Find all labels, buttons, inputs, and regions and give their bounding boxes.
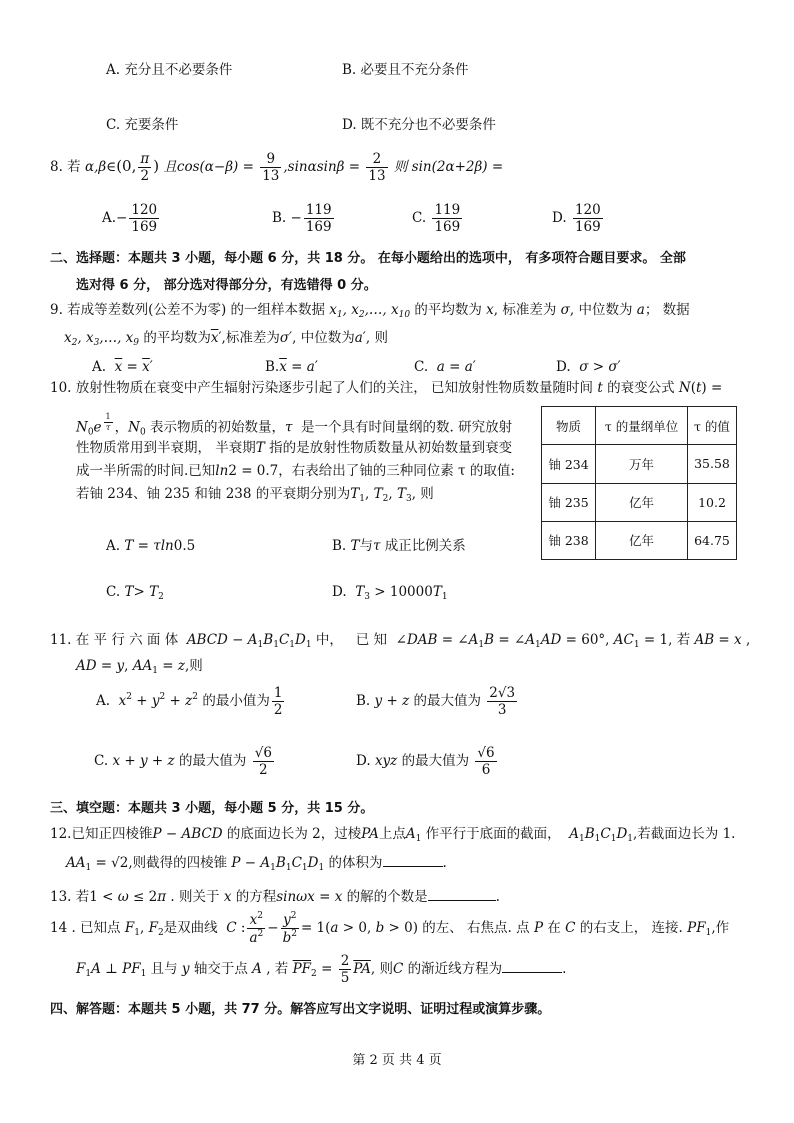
q11-option-d: D. xyz 的最大值为 $\frac{√6}{6}$ [356,745,495,779]
table-cell: 64.75 [687,521,736,559]
table-row [542,521,737,559]
q10-option-a: A. T = τln0.5 [106,538,196,554]
q13-answer-blank[interactable] [428,888,496,901]
q11-option-b: B. y + z 的最大值为 $\frac{2√3}{3}$ [356,685,516,719]
q10-line1: 10. 放射性物质在衰变中产生辐射污染逐步引起了人们的关注， 已知放射性物质数量随时间 t 的衰变公式 N(t) = [50,380,723,396]
q9-option-b: $B.\overline{x} = a'$ [265,359,318,375]
q10-option-c: C. $T> T_2$ [106,584,164,602]
table-cell: 铀 235 [542,483,596,521]
q14-line1: 14 . 已知点 $F_1$, $F_2$是双曲线 C : $\frac{x^2}{a^2}$ − $\frac{y^2}{b^2}$ = 1(a > 0, b > 0) 的左、 右焦点. 点 P 在 C 的右支上， 连接. $PF_1$,作 [50,911,730,947]
table-cell: 万年 [596,445,688,483]
q11-option-c: C. x + y + z 的最大值为 $\frac{√6}{2}$ [94,745,272,779]
section2-heading-line1: 二、选择题：本题共 3 小题，每小题 6 分，共 18 分。 在每小题给出的选项中， 有多项符合题目要求。 全部 [50,251,686,266]
q7-option-b: B. 必要且不充分条件 [342,62,469,78]
q7-option-c: C. 充要条件 [106,117,179,133]
q8-option-b: B. − $\frac{119}{169}$ [272,202,332,236]
table-cell: 10.2 [687,483,736,521]
q11-line1: 11. 在 平 行 六 面 体 ABCD − $A_1B_1C_1D_1$ 中， 已 知 ∠DAB = $\angle A_1B$ = $\angle A_1AD = 60^\circ$, $AC_1 = 1$, 若 AB = x , [50,632,751,650]
q13-line: 13. 若1 < ω ≤ 2π . 则关于 x 的方程sinωx = x 的解的个数是 . [50,889,500,905]
q8-stem: 8. 若 α,β∈(0, $\frac{\pi}{2}$ ) 且cos(α−β) = $\frac{9}{13}$ ,sinαsinβ = $\frac{2}{13}$ 则 sin(2α+2β) = [50,151,504,185]
isotope-table [541,406,737,560]
q10-option-d: D. $T_3 > 10000T_1$ [332,584,448,602]
q9-line2: $x_2$, $x_3,\dots$, $x_9$ 的平均数为$\overline{x}'$,标准差为σ′, 中位数为a′, 则 [64,330,388,348]
q9-option-d: D. σ > σ′ [556,359,621,375]
q12-answer-blank[interactable] [383,854,443,867]
table-cell: 35.58 [687,445,736,483]
table-row [542,445,737,483]
table-cell: 铀 238 [542,521,596,559]
q12-line2: $AA_1 = √2$,则截得的四棱锥 $P - A_1B_1C_1D_1$ 的体积为 . [66,855,447,873]
section3-heading: 三、填空题：本题共 3 小题，每小题 5 分，共 15 分。 [50,801,374,816]
q11-line2: AD = y, $AA_1 = z$,则 [76,658,203,676]
q7-option-a: A. 充分且不必要条件 [106,62,233,78]
table-header-cell: 物质 [542,407,596,445]
q14-answer-blank[interactable] [502,960,562,973]
table-cell: 亿年 [596,483,688,521]
q14-line2: $F_1A$ ⊥ $PF_1$ 且与 y 轴交于点 A , 若 $\overline{PF}_2$ = $\frac{2}{5}$ $\overline{PA}$, 则C 的渐近线方程为 . [76,953,567,987]
table-header-cell: τ 的值 [687,407,736,445]
q9-line1: 9. 若成等差数列(公差不为零) 的一组样本数据 $x_1$, $x_2,\dots$, $x_{10}$ 的平均数为 x, 标准差为 σ, 中位数为 a； 数据 [50,302,690,320]
q9-option-a: A. $\overline{x} = \overline{x}'$ [92,359,153,375]
q8-option-d: D. $\frac{120}{169}$ [552,202,601,236]
table-row [542,483,737,521]
q8-option-a: A.− $\frac{120}{169}$ [102,202,158,236]
q10-line5: 若铀 234、铀 235 和铀 238 的平衰期分别为$T_1$, $T_2$, $T_3$, 则 [76,486,434,504]
q12-line1: 12.已知正四棱锥P − ABCD 的底面边长为 2，过棱PA上点$A_1$ 作平行于底面的截面， $A_1B_1C_1D_1$,若截面边长为 1. [50,826,736,844]
q10-line4: 成一半所需的时间.已知ln2 = 0.7，右表给出了铀的三种同位素 τ 的取值: [76,463,515,479]
table-header-cell: τ 的量纲单位 [596,407,688,445]
q9-option-c: C. a = a′ [414,359,476,375]
page-footer: 第 2 页 共 4 页 [352,1053,442,1068]
table-cell: 铀 234 [542,445,596,483]
q7-option-d: D. 既不充分也不必要条件 [342,117,496,133]
q10-line3: 性物质常用到半衰期， 半衰期T 指的是放射性物质数量从初始数量到衰变 [76,440,513,456]
q8-option-c: C. $\frac{119}{169}$ [412,202,461,236]
table-cell: 亿年 [596,521,688,559]
q10-option-b: B. T与τ 成正比例关系 [332,538,466,554]
q11-option-a: A. $x^2 + y^2 + z^2$ 的最小值为 $\frac{1}{2}$ [96,685,283,719]
section2-heading-line2: 选对得 6 分， 部分选对得部分分，有选错得 0 分。 [76,278,377,293]
table-header-row [542,407,737,445]
section4-heading: 四、解答题：本题共 5 小题，共 77 分。解答应写出文字说明、证明过程或演算步骤。 [50,1002,551,1017]
q10-line2: $N_0e$ $^{\frac{1}{\tau}}$ ，$N_0$ 表示物质的初始数量，τ 是一个具有时间量纲的数. 研究放射 [76,412,513,438]
